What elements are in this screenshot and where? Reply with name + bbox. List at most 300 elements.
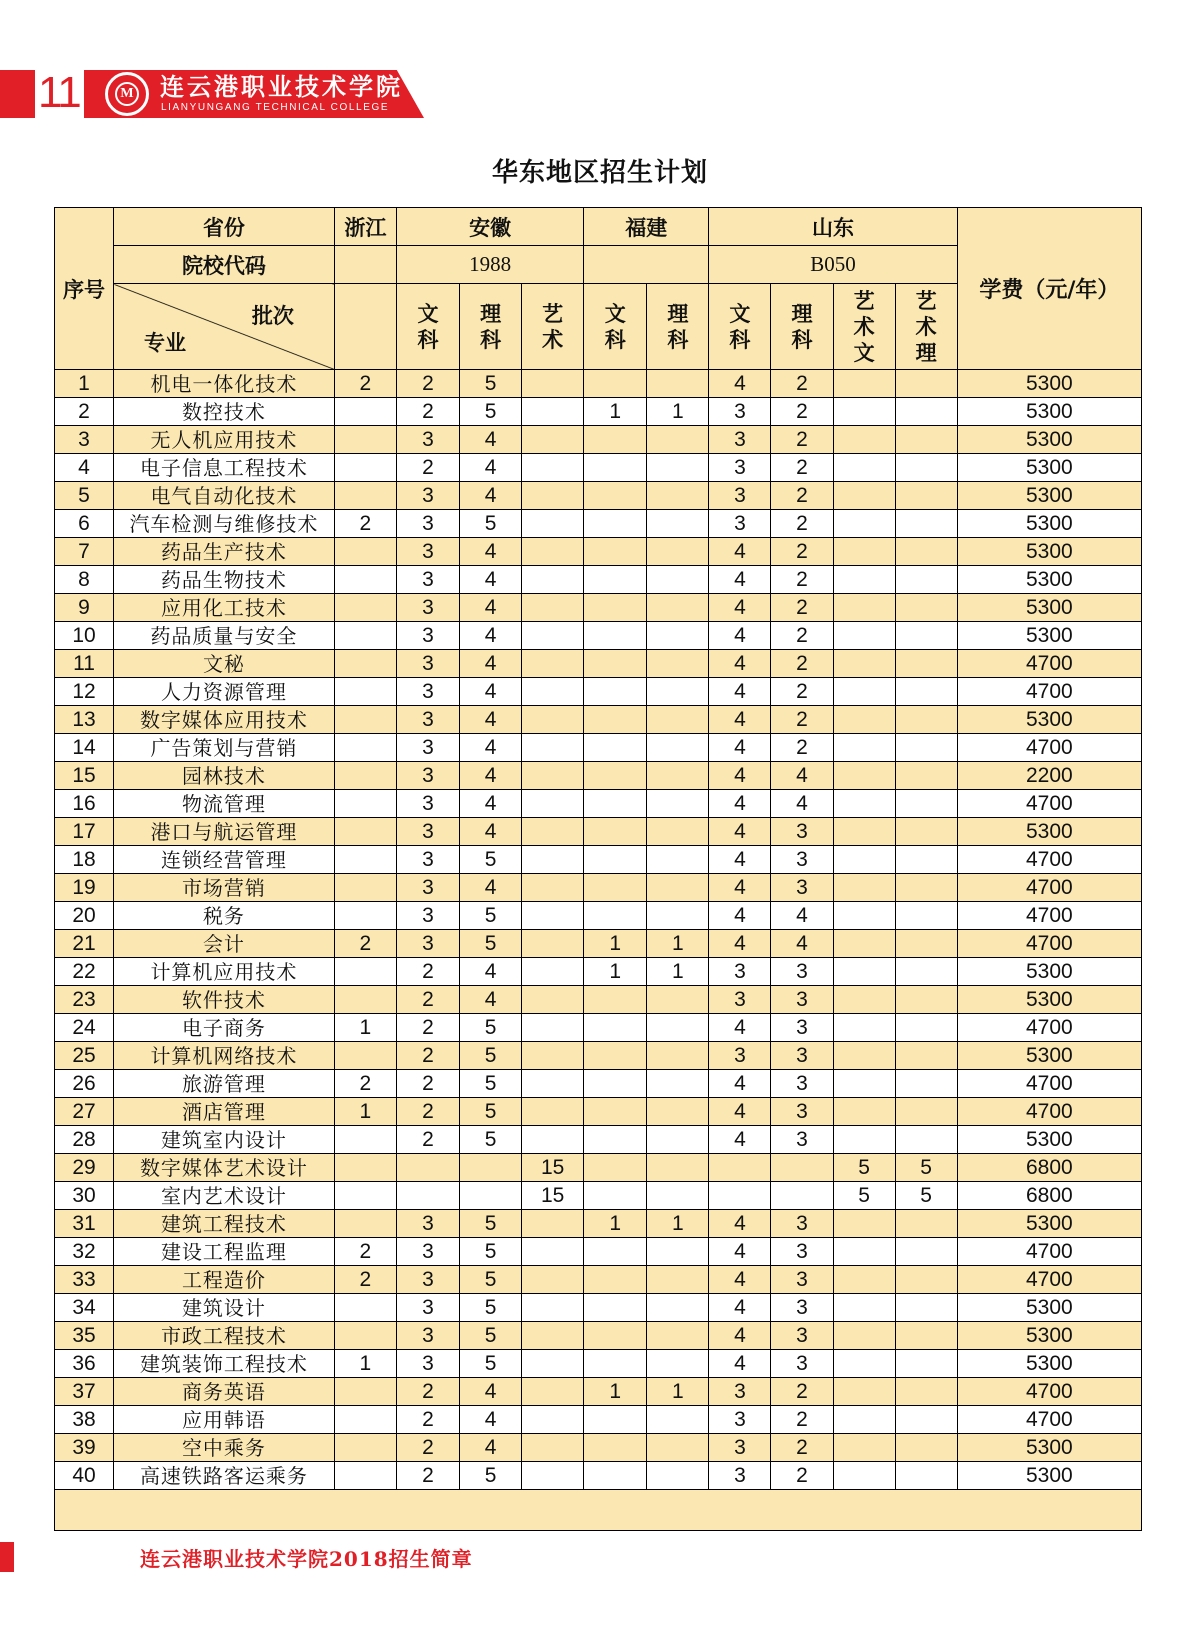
cell-fj-l: 1 [647, 1210, 709, 1238]
cell-ah-y [522, 1210, 584, 1238]
table-row [55, 566, 1142, 594]
cell-fee: 5300 [957, 426, 1141, 454]
cell-sd-yl [895, 1098, 957, 1126]
cell-seq: 4 [55, 454, 114, 482]
cell-sd-yl [895, 482, 957, 510]
cell-fj-l [647, 1182, 709, 1210]
cell-seq: 10 [55, 622, 114, 650]
table-row [55, 762, 1142, 790]
cell-ah-l: 4 [460, 678, 522, 706]
cell-sd-w: 4 [709, 846, 771, 874]
batch-shandong-yishuli: 艺 术 理 [895, 284, 957, 370]
cell-fj-w [584, 594, 647, 622]
cell-sd-yw [833, 622, 895, 650]
cell-ah-l: 4 [460, 958, 522, 986]
cell-seq: 8 [55, 566, 114, 594]
cell-sd-l: 3 [771, 1014, 833, 1042]
cell-fee: 5300 [957, 958, 1141, 986]
cell-sd-yl [895, 902, 957, 930]
cell-sd-l: 3 [771, 874, 833, 902]
cell-seq: 17 [55, 818, 114, 846]
cell-seq: 37 [55, 1378, 114, 1406]
cell-sd-l: 3 [771, 1070, 833, 1098]
cell-fj-l [647, 790, 709, 818]
cell-sd-w: 3 [709, 426, 771, 454]
cell-fj-l [647, 818, 709, 846]
cell-zj: 2 [334, 1266, 396, 1294]
cell-fee: 5300 [957, 510, 1141, 538]
cell-fee: 2200 [957, 762, 1141, 790]
cell-sd-w: 4 [709, 1322, 771, 1350]
batch-label: 批次 [251, 304, 294, 328]
cell-major: 旅游管理 [114, 1070, 335, 1098]
table-row [55, 1462, 1142, 1490]
school-name-en: LIANYUNGANG TECHNICAL COLLEGE [161, 102, 390, 113]
cell-seq: 15 [55, 762, 114, 790]
cell-ah-l: 5 [460, 1126, 522, 1154]
cell-fee: 5300 [957, 1350, 1141, 1378]
cell-sd-yw [833, 454, 895, 482]
cell-major: 机电一体化技术 [114, 370, 335, 398]
seq-header: 序号 [55, 208, 114, 370]
cell-ah-y [522, 594, 584, 622]
cell-seq: 11 [55, 650, 114, 678]
cell-major: 空中乘务 [114, 1434, 335, 1462]
cell-fj-l [647, 1266, 709, 1294]
cell-ah-y [522, 958, 584, 986]
cell-fj-w [584, 734, 647, 762]
cell-ah-w: 3 [396, 790, 459, 818]
cell-ah-l: 5 [460, 1322, 522, 1350]
cell-sd-l: 2 [771, 566, 833, 594]
cell-seq: 36 [55, 1350, 114, 1378]
cell-sd-yw [833, 874, 895, 902]
cell-fee: 4700 [957, 734, 1141, 762]
cell-ah-l: 4 [460, 762, 522, 790]
cell-seq: 23 [55, 986, 114, 1014]
cell-zj [334, 790, 396, 818]
batch-anhui-wenke: 文 科 [396, 284, 459, 370]
cell-sd-yl [895, 986, 957, 1014]
cell-ah-y [522, 1322, 584, 1350]
cell-fee: 5300 [957, 594, 1141, 622]
cell-ah-y [522, 622, 584, 650]
cell-major: 数字媒体艺术设计 [114, 1154, 335, 1182]
cell-sd-l: 2 [771, 482, 833, 510]
cell-fee: 5300 [957, 818, 1141, 846]
cell-sd-l: 2 [771, 454, 833, 482]
cell-seq: 29 [55, 1154, 114, 1182]
cell-major: 药品生产技术 [114, 538, 335, 566]
cell-fj-l: 1 [647, 398, 709, 426]
cell-fj-l [647, 510, 709, 538]
cell-fj-l [647, 650, 709, 678]
cell-ah-w: 3 [396, 1210, 459, 1238]
cell-zj [334, 1406, 396, 1434]
cell-ah-l: 4 [460, 538, 522, 566]
cell-sd-yl [895, 874, 957, 902]
cell-ah-y: 15 [522, 1182, 584, 1210]
cell-ah-w [396, 1182, 459, 1210]
cell-seq: 38 [55, 1406, 114, 1434]
cell-sd-yw [833, 1322, 895, 1350]
cell-fee: 4700 [957, 1406, 1141, 1434]
cell-sd-yw [833, 426, 895, 454]
cell-sd-yl [895, 1126, 957, 1154]
cell-fj-w [584, 1322, 647, 1350]
cell-zj [334, 1322, 396, 1350]
cell-ah-l: 4 [460, 818, 522, 846]
cell-fj-l [647, 538, 709, 566]
cell-major: 电气自动化技术 [114, 482, 335, 510]
province-fujian: 福建 [584, 208, 709, 246]
cell-zj: 2 [334, 510, 396, 538]
cell-fj-l [647, 1042, 709, 1070]
cell-major: 计算机应用技术 [114, 958, 335, 986]
table-row [55, 1098, 1142, 1126]
cell-sd-yw: 5 [833, 1182, 895, 1210]
cell-sd-yl [895, 1266, 957, 1294]
cell-fee: 4700 [957, 1098, 1141, 1126]
table-row [55, 1210, 1142, 1238]
cell-fj-w [584, 650, 647, 678]
cell-major: 无人机应用技术 [114, 426, 335, 454]
cell-ah-w: 3 [396, 622, 459, 650]
cell-fj-l [647, 1154, 709, 1182]
table-row [55, 538, 1142, 566]
cell-major: 电子商务 [114, 1014, 335, 1042]
cell-sd-l: 3 [771, 1126, 833, 1154]
table-row [55, 706, 1142, 734]
cell-ah-l: 5 [460, 510, 522, 538]
cell-sd-l: 4 [771, 790, 833, 818]
table-row [55, 846, 1142, 874]
cell-zj [334, 762, 396, 790]
cell-zj [334, 678, 396, 706]
table-row [55, 1070, 1142, 1098]
cell-sd-yl [895, 706, 957, 734]
cell-ah-l: 4 [460, 734, 522, 762]
cell-fj-w [584, 1266, 647, 1294]
cell-fj-w [584, 510, 647, 538]
cell-seq: 25 [55, 1042, 114, 1070]
cell-ah-y [522, 398, 584, 426]
cell-sd-l: 2 [771, 1462, 833, 1490]
cell-zj [334, 734, 396, 762]
cell-sd-yl [895, 1210, 957, 1238]
fee-header: 学费（元/年） [957, 208, 1141, 370]
cell-seq: 39 [55, 1434, 114, 1462]
table-row [55, 818, 1142, 846]
cell-fj-l [647, 1434, 709, 1462]
cell-fee: 5300 [957, 398, 1141, 426]
table-row [55, 930, 1142, 958]
cell-fee: 5300 [957, 1434, 1141, 1462]
cell-ah-l: 5 [460, 398, 522, 426]
cell-ah-y [522, 930, 584, 958]
cell-seq: 3 [55, 426, 114, 454]
cell-fee: 4700 [957, 790, 1141, 818]
cell-ah-w: 3 [396, 1266, 459, 1294]
cell-ah-l: 5 [460, 370, 522, 398]
cell-sd-yl [895, 1322, 957, 1350]
cell-fj-l [647, 622, 709, 650]
table-row [55, 958, 1142, 986]
cell-sd-yw [833, 594, 895, 622]
cell-seq: 1 [55, 370, 114, 398]
cell-sd-w: 3 [709, 1406, 771, 1434]
cell-sd-w: 4 [709, 678, 771, 706]
cell-fee: 5300 [957, 1462, 1141, 1490]
cell-sd-yl: 5 [895, 1154, 957, 1182]
cell-fj-w [584, 706, 647, 734]
table-row [55, 1154, 1142, 1182]
cell-fj-l [647, 1322, 709, 1350]
cell-sd-w: 3 [709, 958, 771, 986]
cell-fee: 5300 [957, 482, 1141, 510]
cell-ah-w: 3 [396, 706, 459, 734]
cell-sd-yw [833, 510, 895, 538]
cell-fee: 5300 [957, 538, 1141, 566]
cell-major: 汽车检测与维修技术 [114, 510, 335, 538]
cell-seq: 6 [55, 510, 114, 538]
table-row [55, 874, 1142, 902]
cell-zj: 2 [334, 930, 396, 958]
cell-sd-yl [895, 594, 957, 622]
cell-sd-w: 4 [709, 566, 771, 594]
cell-zj [334, 818, 396, 846]
table-row [55, 1182, 1142, 1210]
cell-fj-w [584, 818, 647, 846]
cell-fj-w [584, 762, 647, 790]
cell-ah-y [522, 482, 584, 510]
cell-ah-y [522, 370, 584, 398]
cell-sd-w [709, 1182, 771, 1210]
cell-fj-l [647, 846, 709, 874]
cell-ah-w: 3 [396, 874, 459, 902]
table-row [55, 986, 1142, 1014]
cell-seq: 40 [55, 1462, 114, 1490]
table-row [55, 1378, 1142, 1406]
cell-fj-w [584, 846, 647, 874]
batch-shandong-yishuwen: 艺 术 文 [833, 284, 895, 370]
cell-ah-y [522, 846, 584, 874]
cell-fj-l [647, 1406, 709, 1434]
cell-ah-w: 3 [396, 510, 459, 538]
cell-zj [334, 594, 396, 622]
cell-ah-y [522, 1294, 584, 1322]
cell-ah-w: 3 [396, 1350, 459, 1378]
cell-ah-l: 5 [460, 846, 522, 874]
cell-ah-w: 2 [396, 1042, 459, 1070]
cell-ah-y [522, 1238, 584, 1266]
cell-sd-w: 4 [709, 594, 771, 622]
cell-sd-yw [833, 482, 895, 510]
cell-ah-l: 5 [460, 1042, 522, 1070]
cell-sd-l: 3 [771, 1098, 833, 1126]
cell-sd-yl [895, 426, 957, 454]
cell-sd-l: 2 [771, 1434, 833, 1462]
cell-major: 计算机网络技术 [114, 1042, 335, 1070]
cell-fj-l [647, 566, 709, 594]
cell-sd-w: 3 [709, 510, 771, 538]
cell-sd-w: 4 [709, 1350, 771, 1378]
cell-fj-w: 1 [584, 1378, 647, 1406]
cell-major: 应用化工技术 [114, 594, 335, 622]
cell-ah-y [522, 902, 584, 930]
cell-seq: 30 [55, 1182, 114, 1210]
cell-major: 软件技术 [114, 986, 335, 1014]
cell-ah-l: 4 [460, 566, 522, 594]
cell-sd-w: 3 [709, 1462, 771, 1490]
table-row [55, 1126, 1142, 1154]
code-anhui: 1988 [396, 246, 583, 284]
cell-ah-w: 3 [396, 902, 459, 930]
cell-sd-l: 3 [771, 818, 833, 846]
cell-fee: 4700 [957, 1378, 1141, 1406]
cell-major: 数字媒体应用技术 [114, 706, 335, 734]
cell-ah-y [522, 650, 584, 678]
cell-major: 建筑装饰工程技术 [114, 1350, 335, 1378]
cell-major: 建筑工程技术 [114, 1210, 335, 1238]
table-row [55, 650, 1142, 678]
cell-fee: 5300 [957, 370, 1141, 398]
cell-sd-w [709, 1154, 771, 1182]
school-logo-icon: M [105, 72, 149, 116]
cell-sd-w: 4 [709, 762, 771, 790]
cell-sd-l: 4 [771, 762, 833, 790]
cell-fee: 4700 [957, 650, 1141, 678]
cell-ah-y [522, 1014, 584, 1042]
cell-ah-l: 4 [460, 622, 522, 650]
batch-major-diagonal-header [114, 284, 335, 370]
cell-sd-w: 4 [709, 818, 771, 846]
major-label: 专业 [144, 331, 187, 355]
cell-ah-l: 5 [460, 1238, 522, 1266]
cell-sd-yw [833, 930, 895, 958]
province-zhejiang: 浙江 [334, 208, 396, 246]
cell-major: 建筑设计 [114, 1294, 335, 1322]
cell-ah-l: 4 [460, 454, 522, 482]
cell-ah-y: 15 [522, 1154, 584, 1182]
cell-ah-w: 3 [396, 734, 459, 762]
cell-major: 药品质量与安全 [114, 622, 335, 650]
cell-major: 工程造价 [114, 1266, 335, 1294]
cell-fj-l [647, 370, 709, 398]
table-row [55, 1406, 1142, 1434]
cell-sd-yw [833, 762, 895, 790]
cell-seq: 22 [55, 958, 114, 986]
cell-ah-y [522, 1378, 584, 1406]
batch-shandong-like: 理 科 [771, 284, 833, 370]
cell-ah-w: 2 [396, 1378, 459, 1406]
cell-zj [334, 874, 396, 902]
cell-ah-l: 4 [460, 650, 522, 678]
cell-sd-l: 4 [771, 902, 833, 930]
cell-major: 税务 [114, 902, 335, 930]
cell-sd-w: 4 [709, 1098, 771, 1126]
cell-fj-w [584, 902, 647, 930]
cell-sd-yl [895, 1434, 957, 1462]
cell-fj-w [584, 874, 647, 902]
cell-fj-l [647, 1098, 709, 1126]
cell-ah-l: 5 [460, 1350, 522, 1378]
cell-fj-l [647, 1238, 709, 1266]
cell-fj-w [584, 1070, 647, 1098]
cell-sd-l: 2 [771, 678, 833, 706]
cell-fj-w: 1 [584, 398, 647, 426]
code-row-label: 院校代码 [114, 246, 335, 284]
batch-fujian-wenke: 文 科 [584, 284, 647, 370]
cell-ah-y [522, 874, 584, 902]
cell-sd-yw [833, 958, 895, 986]
cell-sd-yw [833, 706, 895, 734]
cell-fee: 5300 [957, 986, 1141, 1014]
table-row [55, 1014, 1142, 1042]
cell-ah-y [522, 1070, 584, 1098]
cell-sd-w: 4 [709, 1014, 771, 1042]
cell-sd-w: 4 [709, 1294, 771, 1322]
cell-seq: 26 [55, 1070, 114, 1098]
cell-sd-w: 4 [709, 706, 771, 734]
cell-fj-w [584, 1350, 647, 1378]
cell-fj-w [584, 678, 647, 706]
cell-sd-w: 4 [709, 370, 771, 398]
cell-ah-y [522, 1042, 584, 1070]
cell-seq: 32 [55, 1238, 114, 1266]
table-row [55, 622, 1142, 650]
cell-sd-yl [895, 930, 957, 958]
cell-sd-yw [833, 1406, 895, 1434]
table-row [55, 594, 1142, 622]
cell-seq: 13 [55, 706, 114, 734]
cell-ah-w [396, 1154, 459, 1182]
cell-ah-w: 2 [396, 454, 459, 482]
batch-anhui-like: 理 科 [460, 284, 522, 370]
cell-sd-yl [895, 398, 957, 426]
cell-major: 物流管理 [114, 790, 335, 818]
cell-zj [334, 1378, 396, 1406]
cell-sd-l: 3 [771, 1210, 833, 1238]
province-shandong: 山东 [709, 208, 957, 246]
cell-zj [334, 622, 396, 650]
cell-sd-yl [895, 1238, 957, 1266]
cell-sd-yw [833, 1434, 895, 1462]
cell-ah-y [522, 1126, 584, 1154]
cell-sd-w: 3 [709, 986, 771, 1014]
table-row [55, 1434, 1142, 1462]
cell-seq: 21 [55, 930, 114, 958]
cell-fee: 4700 [957, 930, 1141, 958]
code-fujian [584, 246, 709, 284]
cell-fj-l [647, 594, 709, 622]
cell-ah-w: 2 [396, 1126, 459, 1154]
cell-ah-y [522, 790, 584, 818]
cell-ah-w: 3 [396, 594, 459, 622]
table-row [55, 790, 1142, 818]
cell-fee: 5300 [957, 622, 1141, 650]
cell-ah-w: 3 [396, 482, 459, 510]
cell-ah-y [522, 678, 584, 706]
cell-sd-l: 2 [771, 650, 833, 678]
cell-sd-w: 4 [709, 1070, 771, 1098]
cell-zj [334, 1042, 396, 1070]
cell-ah-w: 2 [396, 370, 459, 398]
cell-sd-l: 3 [771, 1238, 833, 1266]
cell-ah-y [522, 818, 584, 846]
cell-zj [334, 482, 396, 510]
cell-ah-l [460, 1182, 522, 1210]
